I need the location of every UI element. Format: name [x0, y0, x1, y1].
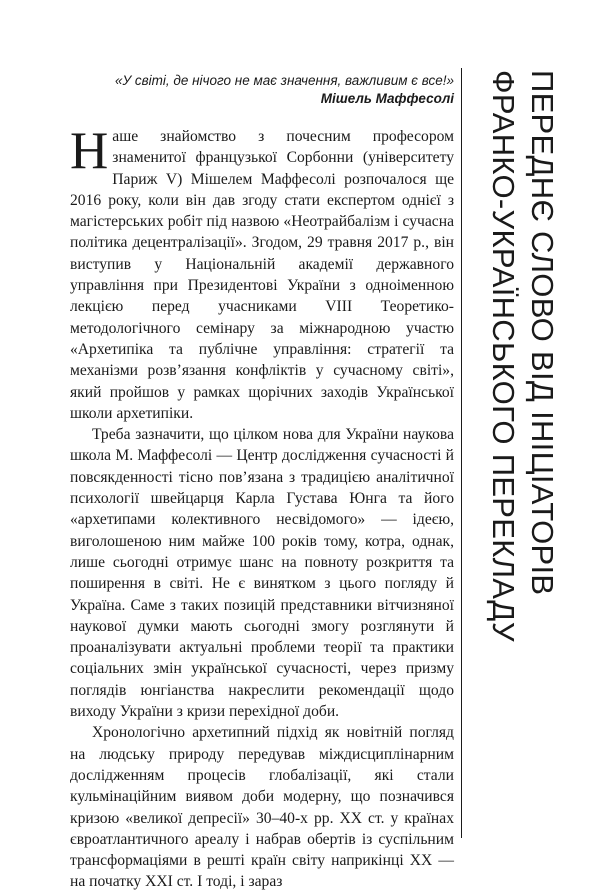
paragraph-2: Треба зазначити, що цілком нова для України наукова школа М. Маффесолі — Центр дослідження сучасності й повсякденності тісно пов’язана з традицією аналітичної психології швейцарця Карла Густава Юнга та його «архетипами колективного несвідомого» — ідеєю, виголошеною ним майже 100 років тому, котра, однак, лише сьогодні отримує шанс на повноту розкриття та поширення в світі. Не є винятком з цього погляду й Україна. Саме з таких позицій представники вітчизняної наукової думки мають сьогодні змогу розглянути й проаналізувати актуальні проблеми теорії та практики соціальних змін української сучасності, через призму поглядів юнгіанства накреслити рекомендації щодо виходу України з кризи перехідної доби.	[70, 426, 454, 721]
paragraph-1-text: аше знайомство з почесним професором знаменитої французької Сорбонни (університету Париж V) Мішелем Маффесолі розпочалося ще 2016 року, коли він дав згоду стати експертом однієї з магістерських робіт під назвою «Неотрайбалізм і сучасна політика децентралізації». Згодом, 29 травня 2017 р., він виступив у Національній академії державного управління при Президентові України з одноіменною лекцією перед учасниками VIII Теоретико-методологічного семінару за міжнародною участю «Архетипіка та публічне управління: стратегії та механізми розв’язання конфліктів у сучасному світі», який пройшов у рамках щорічних заходів Української школи архетипіки.	[70, 128, 454, 422]
body-text	[70, 122, 454, 893]
vertical-divider	[461, 68, 462, 838]
side-title-line-1: ПЕРЕДНЄ СЛОВО ВІД ІНІЦІАТОРІВ	[525, 70, 560, 596]
paragraph-3: Хронологічно архетипний підхід як новітній погляд на людську природу передував міждисциплінарним дослідженням процесів глобалізації, які стали кульмінаційним виявом доби модерну, що позначився кризою «великої депресії» 30–40-х рр. XX ст. у країнах євроатлантичного ареалу і набрав обертів із суспільним трансформаціями в решті країн світу наприкінці XX — на початку XXI ст. І тоді, і зараз	[70, 724, 454, 891]
epigraph-quote: «У світі, де нічого не має значення, важливим є все!»	[114, 73, 454, 88]
epigraph	[70, 72, 454, 108]
paragraph-1	[70, 122, 454, 424]
drop-cap: Н	[70, 122, 109, 180]
side-title-line-2: ФРАНКО-УКРАЇНСЬКОГО ПЕРЕКЛАДУ	[486, 70, 521, 642]
epigraph-author: Мішель Маффесолі	[320, 91, 454, 106]
side-title	[472, 70, 562, 840]
